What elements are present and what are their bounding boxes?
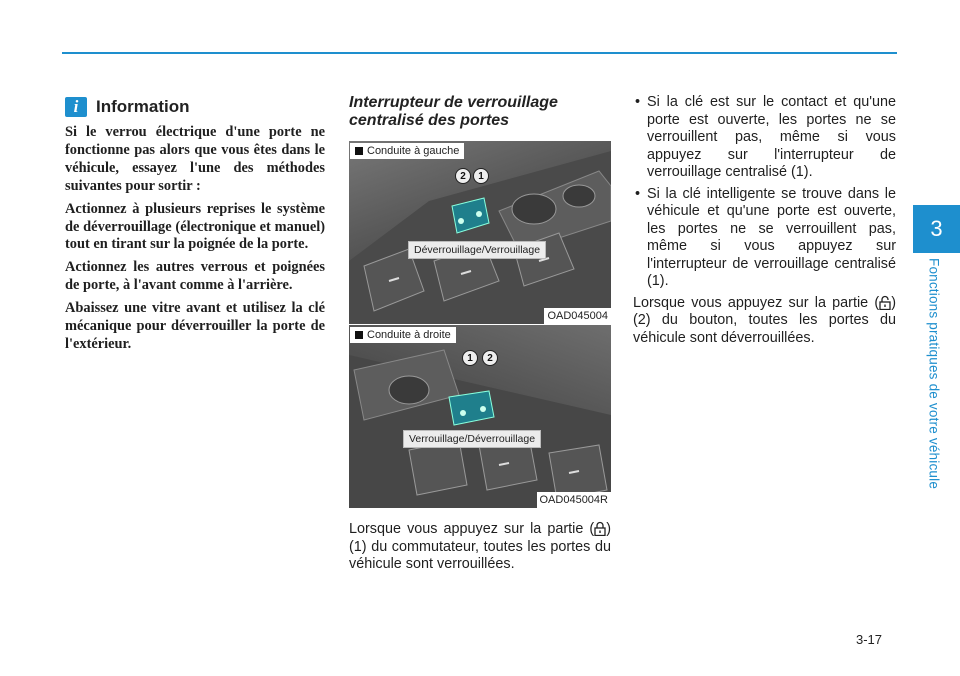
info-header (65, 97, 190, 117)
info-body (65, 124, 325, 359)
lock-icon (594, 521, 606, 536)
right-column (633, 94, 896, 347)
section-title: Interrupteur de verrouillage centralisé des portes (349, 94, 558, 129)
page-number: 3-17 (856, 632, 883, 647)
chapter-tab: 3 (913, 205, 960, 253)
figure-left-drive (349, 141, 611, 324)
header-rule (62, 52, 897, 54)
info-title: Information (96, 97, 190, 116)
callout-number: 2 (482, 350, 498, 366)
list-item: • Si la clé est sur le contact et qu'une porte est ouverte, les portes ne se verrouillent pas, même si vous appuyez sur l'interrupteur de verrouillage centralisé (1). (633, 94, 896, 182)
info-icon: i (65, 97, 87, 117)
lock-instruction: Lorsque vous appuyez sur la partie ( ) (1) du commutateur, toutes les portes du véhicule sont verrouillées. (349, 521, 611, 572)
callout-label: Verrouillage/Déverrouillage (403, 430, 541, 448)
figure-caption: Conduite à droite (350, 327, 456, 343)
figure-caption: Conduite à gauche (350, 143, 464, 159)
list-item: • Si la clé intelligente se trouve dans le véhicule et qu'une porte est ouverte, les portes ne se verrouillent pas, même si vous appuyez sur l'interrupteur de verrouillage centralisé (1). (633, 186, 896, 291)
chapter-title: Fonctions pratiques de votre véhicule (926, 258, 942, 490)
figure-code: OAD045004R (537, 492, 612, 508)
info-paragraph: Si le verrou électrique d'une porte ne fonctionne pas alors que vous êtes dans le véhicule, essayez l'une des méthodes suivantes pour sortir : (65, 124, 325, 194)
figure-right-drive (349, 325, 611, 508)
unlock-instruction: Lorsque vous appuyez sur la partie ( ) (2) du bouton, toutes les portes du véhicule sont déverrouillées. (633, 294, 896, 346)
info-paragraph: Actionnez à plusieurs reprises le système de déverrouillage (électronique et manuel) tout en tirant sur la poignée de la porte. (65, 200, 325, 253)
callout-number: 1 (462, 350, 478, 366)
unlock-icon (879, 295, 891, 310)
info-paragraph: Actionnez les autres verrous et poignées de porte, à l'avant comme à l'arrière. (65, 259, 325, 294)
figure-code: OAD045004 (544, 308, 611, 324)
callout-label: Déverrouillage/Verrouillage (408, 241, 546, 259)
callout-number: 2 (455, 168, 471, 184)
callout-number: 1 (473, 168, 489, 184)
info-paragraph: Abaissez une vitre avant et utilisez la clé mécanique pour déverrouiller la porte de l'extérieur. (65, 300, 325, 352)
